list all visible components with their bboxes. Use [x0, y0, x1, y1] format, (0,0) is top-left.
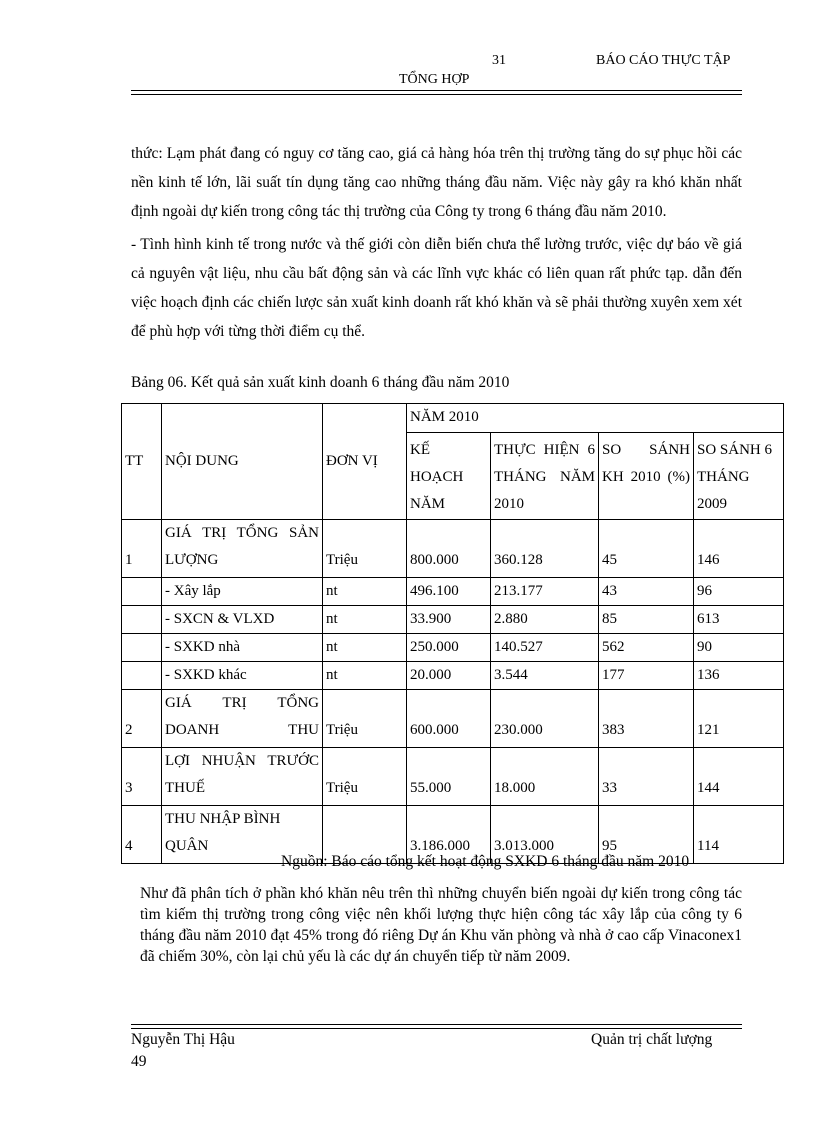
cell-noi-dung: - SXKD khác — [162, 662, 323, 690]
cell-ke-hoach: 55.000 — [407, 748, 491, 806]
cell-tt: 2 — [122, 690, 162, 748]
cell-ke-hoach: 496.100 — [407, 578, 491, 606]
cell-don-vi: Triệu — [323, 520, 407, 578]
cell-thuc-hien: 140.527 — [491, 634, 599, 662]
report-title: BÁO CÁO THỰC TẬP — [596, 53, 731, 68]
cell-don-vi: nt — [323, 606, 407, 634]
table-row — [122, 634, 784, 662]
body-text-after-table — [140, 883, 742, 967]
cell-ss-6t: 146 — [694, 520, 784, 578]
cell-noi-dung: - SXKD nhà — [162, 634, 323, 662]
paragraph-2: - Tình hình kinh tế trong nước và thế giới còn diễn biến chưa thể lường trước, việc dự báo về giá cả nguyên vật liệu, nhu cầu bất động sản và các lĩnh vực khác có liên quan rất phức tạp. dẫn đến việc hoạch định các chiến lược sản xuất kinh doanh rất khó khăn và sẽ phải thường xuyên xem xét để phù hợp với từng thời điểm cụ thể. — [131, 236, 742, 340]
cell-thuc-hien: 3.013.000 — [491, 806, 599, 864]
cell-don-vi: Triệu — [323, 690, 407, 748]
cell-tt: 4 — [122, 806, 162, 864]
table-row — [122, 748, 784, 806]
body-text — [131, 139, 742, 346]
cell-noi-dung: GIÁ TRỊ TỔNG DOANH THU — [162, 690, 323, 748]
table-row — [122, 690, 784, 748]
cell-ss-kh: 383 — [599, 690, 694, 748]
header-noi-dung: NỘI DUNG — [162, 404, 323, 520]
cell-ss-kh: 95 — [599, 806, 694, 864]
major-name: Quản trị chất lượng — [591, 1031, 713, 1048]
table-row — [122, 662, 784, 690]
cell-tt — [122, 606, 162, 634]
cell-thuc-hien: 18.000 — [491, 748, 599, 806]
header-so-sanh-kh: SO SÁNH KH 2010 (%) — [602, 442, 690, 485]
cell-ke-hoach: 800.000 — [407, 520, 491, 578]
cell-thuc-hien: 360.128 — [491, 520, 599, 578]
cell-ss-6t: 121 — [694, 690, 784, 748]
cell-thuc-hien: 230.000 — [491, 690, 599, 748]
cell-don-vi: nt — [323, 662, 407, 690]
cell-thuc-hien: 2.880 — [491, 606, 599, 634]
cell-tt — [122, 634, 162, 662]
cell-ss-6t: 144 — [694, 748, 784, 806]
cell-ke-hoach: 3.186.000 — [407, 806, 491, 864]
cell-tt: 1 — [122, 520, 162, 578]
cell-ss-6t: 90 — [694, 634, 784, 662]
cell-ss-6t: 613 — [694, 606, 784, 634]
cell-tt — [122, 662, 162, 690]
cell-ss-kh: 562 — [599, 634, 694, 662]
cell-ss-6t: 136 — [694, 662, 784, 690]
header-so-sanh-6t: SO SÁNH 6 THÁNG 2009 — [697, 442, 773, 512]
cell-don-vi: nt — [323, 578, 407, 606]
cell-ss-6t: 96 — [694, 578, 784, 606]
cell-noi-dung: - SXCN & VLXD — [162, 606, 323, 634]
report-title-continued: TỔNG HỢP — [399, 72, 470, 87]
header-divider — [131, 90, 742, 95]
cell-tt: 3 — [122, 748, 162, 806]
class-number: 49 — [131, 1053, 147, 1070]
cell-thuc-hien: 213.177 — [491, 578, 599, 606]
cell-noi-dung: - Xây lắp — [162, 578, 323, 606]
cell-ss-kh: 85 — [599, 606, 694, 634]
source-note: Nguồn: Báo cáo tổng kết hoạt động SXKD 6 tháng đầu năm 2010 — [281, 853, 690, 870]
cell-thuc-hien: 3.544 — [491, 662, 599, 690]
cell-noi-dung: GIÁ TRỊ TỔNG SẢN LƯỢNG — [162, 520, 323, 578]
cell-ss-6t: 114 — [694, 806, 784, 864]
paragraph-1: thức: Lạm phát đang có nguy cơ tăng cao, giá cả hàng hóa trên thị trường tăng do sự phục hồi các nền kinh tế lớn, lãi suất tín dụng tăng cao những tháng đầu năm. Việc này gây ra khó khăn nhất định ngoài dự kiến trong công tác thị trường của Công ty trong 6 tháng đầu năm 2010. — [131, 145, 742, 220]
cell-ke-hoach: 33.900 — [407, 606, 491, 634]
header-thuc-hien: THỰC HIỆN 6 THÁNG NĂM 2010 — [494, 442, 595, 512]
page-number: 31 — [492, 53, 506, 68]
cell-ke-hoach: 600.000 — [407, 690, 491, 748]
cell-don-vi: nt — [323, 634, 407, 662]
cell-noi-dung: THU NHẬP BÌNH QUÂN — [162, 806, 323, 864]
results-table — [121, 403, 784, 864]
paragraph-3: Như đã phân tích ở phần khó khăn nêu trên thì những chuyển biến ngoài dự kiến trong công tác tìm kiếm thị trường trong công việc nên khối lượng thực hiện công tác xây lắp của công ty 6 tháng đầu năm 2010 đạt 45% trong đó riêng Dự án Khu văn phòng và nhà ở cao cấp Vinaconex1 đã chiếm 30%, còn lại chủ yếu là các dự án chuyển tiếp từ năm 2009. — [140, 885, 742, 965]
table-caption: Bảng 06. Kết quả sản xuất kinh doanh 6 tháng đầu năm 2010 — [131, 374, 510, 391]
cell-ke-hoach: 20.000 — [407, 662, 491, 690]
header-tt: TT — [122, 404, 162, 520]
cell-tt — [122, 578, 162, 606]
cell-ke-hoach: 250.000 — [407, 634, 491, 662]
header-don-vi: ĐƠN VỊ — [323, 404, 407, 520]
author-name: Nguyễn Thị Hậu — [131, 1031, 235, 1048]
table-row — [122, 606, 784, 634]
cell-ss-kh: 45 — [599, 520, 694, 578]
cell-don-vi: Triệu — [323, 748, 407, 806]
cell-ss-kh: 33 — [599, 748, 694, 806]
table-row — [122, 520, 784, 578]
table-row — [122, 578, 784, 606]
cell-ss-kh: 177 — [599, 662, 694, 690]
cell-noi-dung: LỢI NHUẬN TRƯỚC THUẾ — [162, 748, 323, 806]
header-nam-2010: NĂM 2010 — [407, 404, 784, 433]
header-ke-hoach: KẾ HOẠCH NĂM — [410, 442, 464, 512]
footer-divider — [131, 1024, 742, 1029]
cell-ss-kh: 43 — [599, 578, 694, 606]
